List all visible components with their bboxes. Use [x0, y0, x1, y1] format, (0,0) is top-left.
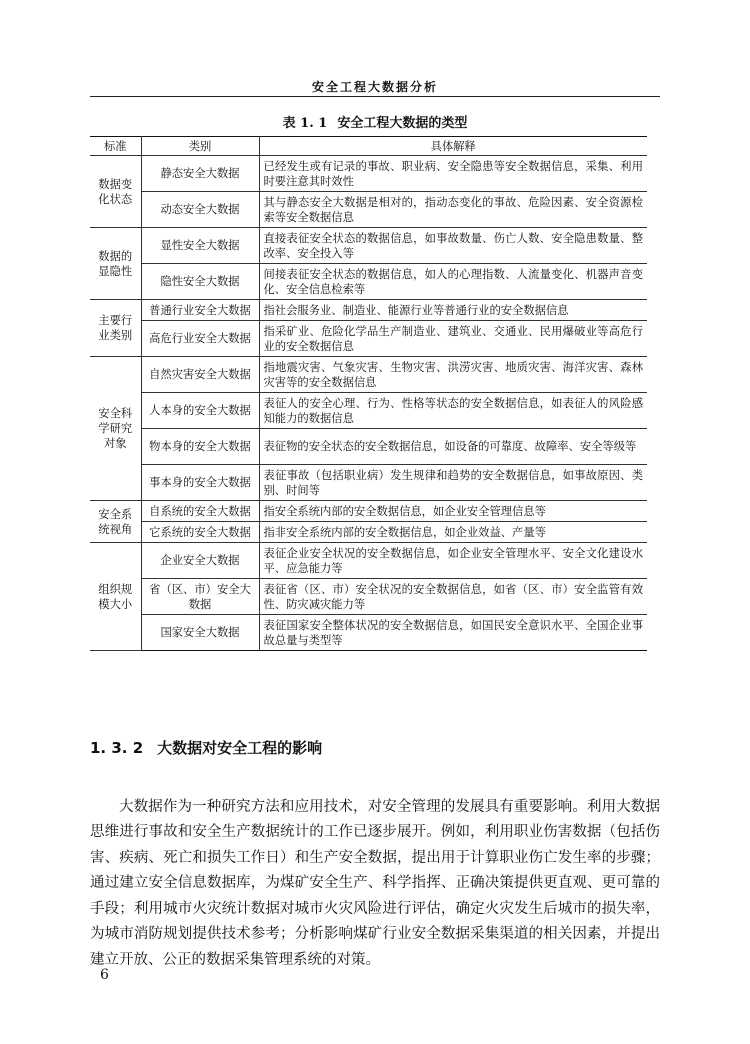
table-row: [90, 579, 647, 615]
table-row: [90, 156, 647, 192]
table-row: [90, 393, 647, 429]
header-standard: 标准: [90, 137, 141, 156]
table-row: [90, 357, 647, 393]
category-cell: 动态安全大数据: [141, 192, 259, 228]
category-cell: 物本身的安全大数据: [141, 429, 259, 465]
safety-big-data-types-table: [90, 136, 647, 651]
standard-cell: 数据变化状态: [90, 156, 141, 228]
table-row: [90, 543, 647, 579]
category-cell: 事本身的安全大数据: [141, 465, 259, 501]
category-cell: 隐性安全大数据: [141, 264, 259, 300]
explanation-cell: 直接表征安全状态的数据信息，如事故数量、伤亡人数、安全隐患数量、整改率、安全投入等: [259, 228, 647, 264]
explanation-cell: 指社会服务业、制造业、能源行业等普通行业的安全数据信息: [259, 300, 647, 321]
body-paragraph: 大数据作为一种研究方法和应用技术，对安全管理的发展具有重要影响。利用大数据思维进行事故和安全生产数据统计的工作已逐步展开。例如，利用职业伤害数据（包括伤害、疾病、死亡和损失工作日）和生产安全数据，提出用于计算职业伤亡发生率的步骤；通过建立安全信息数据库，为煤矿安全生产、科学指挥、正确决策提供更直观、更可靠的手段；利用城市火灾统计数据对城市火灾风险进行评估，确定火灾发生后城市的损失率，为城市消防规划提供技术参考；分析影响煤矿行业安全数据采集渠道的相关因素，并提出建立开放、公正的数据采集管理系统的对策。: [90, 798, 660, 968]
standard-cell: 数据的显隐性: [90, 228, 141, 300]
table-row: [90, 429, 647, 465]
explanation-cell: 指地震灾害、气象灾害、生物灾害、洪涝灾害、地质灾害、海洋灾害、森林灾害等的安全数据信息: [259, 357, 647, 393]
table-row: [90, 300, 647, 321]
table-row: [90, 615, 647, 651]
table-row: [90, 228, 647, 264]
standard-cell: 安全科学研究对象: [90, 357, 141, 501]
explanation-cell: 表征省（区、市）安全状况的安全数据信息，如省（区、市）安全监管有效性、防灾减灾能力等: [259, 579, 647, 615]
category-cell: 自然灾害安全大数据: [141, 357, 259, 393]
explanation-cell: 间接表征安全状态的数据信息，如人的心理指数、人流量变化、机器声音变化、安全信息检索等: [259, 264, 647, 300]
table-row: [90, 192, 647, 228]
header-category: 类别: [141, 137, 259, 156]
table-row: [90, 501, 647, 522]
standard-cell: 主要行业类别: [90, 300, 141, 357]
category-cell: 人本身的安全大数据: [141, 393, 259, 429]
standard-cell: 组织规模大小: [90, 543, 141, 651]
category-cell: 高危行业安全大数据: [141, 321, 259, 357]
explanation-cell: 表征事故（包括职业病）发生规律和趋势的安全数据信息，如事故原因、类别、时间等: [259, 465, 647, 501]
section-number: 1. 3. 2: [90, 739, 144, 757]
explanation-cell: 表征国家安全整体状况的安全数据信息，如国民安全意识水平、全国企业事故总量与类型等: [259, 615, 647, 651]
explanation-cell: 表征企业安全状况的安全数据信息，如企业安全管理水平、安全文化建设水平、应急能力等: [259, 543, 647, 579]
standard-cell: 安全系统视角: [90, 501, 141, 543]
table-caption: [90, 112, 660, 131]
table-row: [90, 522, 647, 543]
explanation-cell: 指非安全系统内部的安全数据信息，如企业效益、产量等: [259, 522, 647, 543]
category-cell: 静态安全大数据: [141, 156, 259, 192]
table-title: 安全工程大数据的类型: [337, 116, 468, 131]
category-cell: 省（区、市）安全大数据: [141, 579, 259, 615]
category-cell: 国家安全大数据: [141, 615, 259, 651]
table-row: [90, 465, 647, 501]
table-row: [90, 321, 647, 357]
header-explanation: 具体解释: [259, 137, 647, 156]
category-cell: 普通行业安全大数据: [141, 300, 259, 321]
section-title: 大数据对安全工程的影响: [157, 739, 323, 757]
explanation-cell: 已经发生或有记录的事故、职业病、安全隐患等安全数据信息，采集、利用时要注意其时效性: [259, 156, 647, 192]
table-number: 表 1. 1: [282, 116, 328, 131]
table-header-row: [90, 137, 647, 156]
table-row: [90, 264, 647, 300]
category-cell: 显性安全大数据: [141, 228, 259, 264]
category-cell: 自系统的安全大数据: [141, 501, 259, 522]
explanation-cell: 表征人的安全心理、行为、性格等状态的安全数据信息，如表征人的风险感知能力的数据信息: [259, 393, 647, 429]
page-number: 6: [100, 967, 109, 983]
explanation-cell: 表征物的安全状态的安全数据信息，如设备的可靠度、故障率、安全等级等: [259, 429, 647, 465]
explanation-cell: 其与静态安全大数据是相对的，指动态变化的事故、危险因素、安全资源检索等安全数据信息: [259, 192, 647, 228]
running-head: 安全工程大数据分析: [311, 80, 438, 94]
explanation-cell: 指采矿业、危险化学品生产制造业、建筑业、交通业、民用爆破业等高危行业的安全数据信息: [259, 321, 647, 357]
header-rule: [90, 96, 660, 97]
category-cell: 它系统的安全大数据: [141, 522, 259, 543]
category-cell: 企业安全大数据: [141, 543, 259, 579]
section-heading: [90, 737, 322, 758]
explanation-cell: 指安全系统内部的安全数据信息，如企业安全管理信息等: [259, 501, 647, 522]
